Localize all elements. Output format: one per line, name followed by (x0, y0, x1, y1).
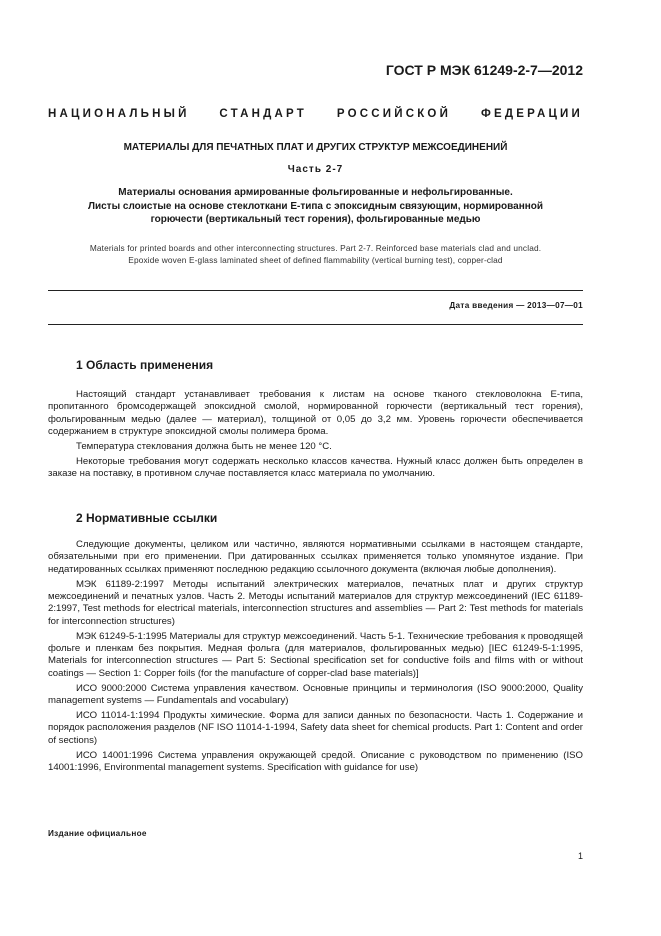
reference-entry: МЭК 61189-2:1997 Методы испытаний электрических материалов, печатных плат и других структур межсоединений и печатных узлов. Часть 2. Методы испытаний материалов для структур межсоединений (IEC 61189-2:1997, Test methods for electrical materials, interconnection structures and assemblies — Part 2: Test methods for materials for interconnection structures) (48, 578, 583, 627)
document-subtitle (48, 186, 583, 227)
paragraph: Температура стеклования должна быть не менее 120 °С. (76, 440, 332, 452)
national-standard-banner: НАЦИОНАЛЬНЫЙ СТАНДАРТ РОССИЙСКОЙ ФЕДЕРАЦИИ (48, 108, 583, 120)
paragraph: Настоящий стандарт устанавливает требования к листам на основе тканого стекловолокна Е-типа, пропитанного бромсодержащей эпоксидной смолой, нормированной горючести (вертикальный тест горения), фольгированным медью (далее — материал), толщиной от 0,05 до 3,2 мм. Уровень горючести обеспечивается содержанием в структуре эпоксидной смолы полимера брома. (48, 389, 583, 437)
section-heading: 2 Нормативные ссылки (76, 511, 218, 525)
reference-entry: ИСО 9000:2000 Система управления качеством. Основные принципы и терминология (ISO 9000:2000, Quality management systems — Fundamentals and vocabulary) (48, 682, 583, 706)
reference-entry: ИСО 14001:1996 Система управления окружающей средой. Описание с руководством по применению (ISO 14001:1996, Environmental management systems. Specification with guidance for use) (48, 749, 583, 774)
subtitle-line: Материалы основания армированные фольгированные и нефольгированные. (118, 187, 513, 198)
paragraph: Некоторые требования могут содержать несколько классов качества. Нужный класс должен быть определен в заказе на поставку, в противном случае поставляется класс материала по умолчанию. (48, 456, 583, 480)
reference-entry: ИСО 11014-1:1994 Продукты химические. Форма для записи данных по безопасности. Часть 1. Содержание и порядок расположения разделов (NF ISO 11014-1-1994, Safety data sheet for chemical products. Part 1: Content and order of sections) (48, 710, 583, 746)
english-title-line: Epoxide woven E-glass laminated sheet of defined flammability (vertical burning test), copper-clad (128, 254, 503, 265)
document-part: Часть 2-7 (287, 164, 344, 175)
standard-code: ГОСТ Р МЭК 61249-2-7—2012 (385, 62, 583, 78)
english-title-line: Materials for printed boards and other interconnecting structures. Part 2-7. Reinforced base materials clad and unclad. (89, 243, 542, 253)
subtitle-line: Листы слоистые на основе стеклоткани Е-типа с эпоксидным связующим, нормированной (87, 200, 544, 212)
paragraph: Следующие документы, целиком или частично, являются нормативными ссылками в настоящем стандарте, обязательными при его применении. При датированных ссылках применяется только упомянутое издание. При недатированных ссылках применяют последнюю редакцию ссылочного документа (включая любые дополнения). (48, 539, 583, 575)
document-title: МАТЕРИАЛЫ ДЛЯ ПЕЧАТНЫХ ПЛАТ И ДРУГИХ СТРУКТУР МЕЖСОЕДИНЕНИЙ (123, 142, 508, 153)
english-title (48, 243, 583, 266)
section-body (48, 389, 583, 483)
page-number: 1 (577, 851, 583, 861)
section-heading: 1 Область применения (76, 358, 214, 372)
introduction-date: Дата введения — 2013—07—01 (449, 301, 583, 310)
divider (48, 290, 583, 291)
section-body (48, 539, 583, 777)
divider (48, 324, 583, 325)
reference-entry: МЭК 61249-5-1:1995 Материалы для структур межсоединений. Часть 5-1. Технические требования к проводящей фольге и пленкам без покрытия. Медная фольга (для материалов, фольгированных медью) [IEC 61249-5-1:1995, Materials for interconnection structures — Part 5: Sectional specification set for conductive foils and films with or without coatings — Section 1: Copper foils (for the manufacture of copper-clad base materials)] (48, 630, 584, 679)
edition-label: Издание официальное (48, 829, 147, 838)
subtitle-line: горючести (вертикальный тест горения), фольгированные медью (150, 214, 481, 225)
